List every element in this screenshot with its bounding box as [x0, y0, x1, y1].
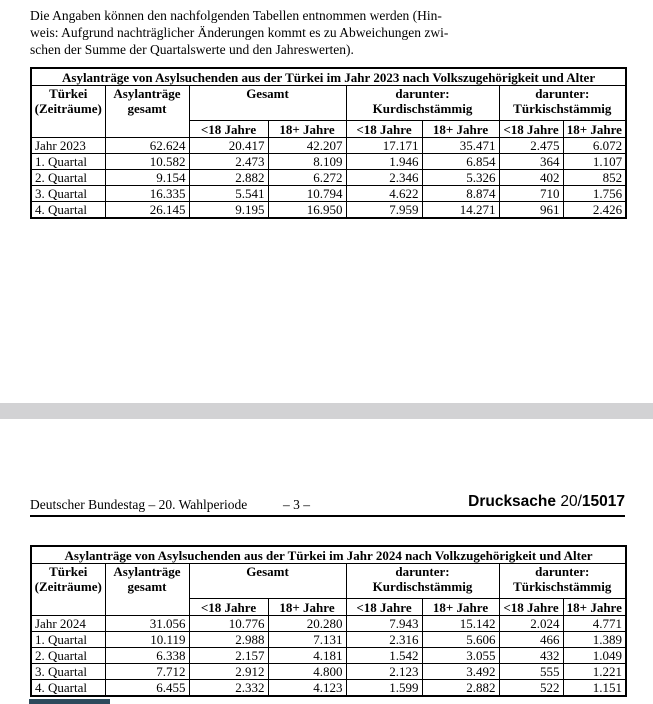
header-line: gesamt: [127, 101, 167, 116]
table-row: [31, 170, 626, 186]
data-cell: 2.912: [189, 664, 268, 680]
intro-line: weis: Aufgrund nachträglicher Änderungen kommt es zu Abweichungen zwi-: [30, 25, 449, 40]
data-cell: 2.123: [346, 664, 422, 680]
table-row: [31, 86, 626, 121]
data-cell: 6.072: [563, 138, 626, 154]
page-header-left: Deutscher Bundestag – 20. Wahlperiode: [30, 497, 248, 512]
header-line: darunter:: [535, 86, 590, 101]
data-cell: 6.455: [105, 680, 189, 697]
age-header-under18: <18 Jahre: [499, 599, 563, 616]
header-line: (Zeiträume): [34, 101, 102, 116]
data-cell: 9.195: [189, 202, 268, 219]
data-cell: 7.131: [268, 632, 346, 648]
table-title-2024: Asylanträge von Asylsuchenden aus der Türkei im Jahr 2024 nach Volkzugehörigkeit und Alter: [31, 546, 626, 564]
table-row: [31, 138, 626, 154]
header-line: darunter:: [395, 86, 450, 101]
data-cell: 1.756: [563, 186, 626, 202]
table-row: [31, 648, 626, 664]
data-cell: 2.426: [563, 202, 626, 219]
data-cell: 4.123: [268, 680, 346, 697]
data-cell: 4.771: [563, 616, 626, 632]
data-cell: 10.582: [105, 154, 189, 170]
intro-line: Die Angaben können den nachfolgenden Tabellen entnommen werden (Hin-: [30, 8, 442, 23]
age-header-over18: 18+ Jahre: [268, 121, 346, 138]
data-cell: 42.207: [268, 138, 346, 154]
drucksache-word: Drucksache: [468, 493, 561, 510]
data-cell: 6.854: [422, 154, 499, 170]
data-cell: 2.346: [346, 170, 422, 186]
data-cell: 5.326: [422, 170, 499, 186]
table-row: [31, 680, 626, 697]
bottom-edge-fragment: [29, 699, 110, 704]
asylum-table-2024: [30, 545, 627, 697]
data-cell: 6.272: [268, 170, 346, 186]
data-cell: 10.794: [268, 186, 346, 202]
data-cell: 62.624: [105, 138, 189, 154]
header-rule: [30, 515, 625, 517]
data-cell: 402: [499, 170, 563, 186]
row-label: 1. Quartal: [31, 632, 105, 648]
data-cell: 961: [499, 202, 563, 219]
table-row: [31, 564, 626, 599]
data-cell: 2.882: [189, 170, 268, 186]
data-cell: 10.776: [189, 616, 268, 632]
table-row: [31, 664, 626, 680]
header-line: Türkei: [49, 564, 88, 579]
page-number: – 3 –: [283, 497, 310, 512]
data-cell: 15.142: [422, 616, 499, 632]
data-cell: 1.221: [563, 664, 626, 680]
data-cell: 466: [499, 632, 563, 648]
asylum-table-2023: [30, 67, 627, 219]
group-header-kurdish: [346, 86, 499, 121]
data-cell: 16.950: [268, 202, 346, 219]
header-line: Asylanträge: [113, 86, 181, 101]
data-cell: 8.874: [422, 186, 499, 202]
row-label: 4. Quartal: [31, 202, 105, 219]
header-line: gesamt: [127, 579, 167, 594]
col-header-region: [31, 86, 105, 138]
data-cell: 1.946: [346, 154, 422, 170]
data-cell: 2.882: [422, 680, 499, 697]
row-label: 3. Quartal: [31, 664, 105, 680]
data-cell: 31.056: [105, 616, 189, 632]
row-label: 2. Quartal: [31, 648, 105, 664]
data-cell: 20.417: [189, 138, 268, 154]
group-header-gesamt: Gesamt: [189, 564, 346, 599]
table-row: [31, 632, 626, 648]
table-row: [31, 186, 626, 202]
data-cell: 5.606: [422, 632, 499, 648]
data-cell: 4.622: [346, 186, 422, 202]
data-cell: 1.151: [563, 680, 626, 697]
group-header-turkish: [499, 564, 626, 599]
table-row: [31, 154, 626, 170]
data-cell: 10.119: [105, 632, 189, 648]
data-cell: 3.055: [422, 648, 499, 664]
intro-line: schen der Summe der Quartalswerte und den Jahreswerten).: [30, 42, 354, 57]
drucksache-number: 15017: [581, 493, 625, 510]
drucksache-prefix: 20/: [560, 493, 582, 510]
age-header-over18: 18+ Jahre: [563, 599, 626, 616]
data-cell: 1.107: [563, 154, 626, 170]
data-cell: 2.332: [189, 680, 268, 697]
intro-paragraph: [30, 7, 449, 58]
header-line: darunter:: [395, 564, 450, 579]
age-header-under18: <18 Jahre: [189, 121, 268, 138]
row-label: 3. Quartal: [31, 186, 105, 202]
table-row: [31, 616, 626, 632]
row-label: Jahr 2023: [31, 138, 105, 154]
header-line: Kurdischstämmig: [372, 579, 473, 594]
data-cell: 6.338: [105, 648, 189, 664]
header-line: Türkischstämmig: [513, 579, 612, 594]
data-cell: 2.024: [499, 616, 563, 632]
age-header-under18: <18 Jahre: [346, 599, 422, 616]
data-cell: 555: [499, 664, 563, 680]
data-cell: 522: [499, 680, 563, 697]
col-header-region: [31, 564, 105, 616]
table-row: [31, 68, 626, 86]
row-label: 1. Quartal: [31, 154, 105, 170]
col-header-total-applications: [105, 564, 189, 616]
data-cell: 17.171: [346, 138, 422, 154]
data-cell: 1.389: [563, 632, 626, 648]
col-header-total-applications: [105, 86, 189, 138]
data-cell: 1.599: [346, 680, 422, 697]
age-header-over18: 18+ Jahre: [563, 121, 626, 138]
data-cell: 364: [499, 154, 563, 170]
data-cell: 26.145: [105, 202, 189, 219]
group-header-turkish: [499, 86, 626, 121]
data-cell: 3.492: [422, 664, 499, 680]
data-cell: 2.316: [346, 632, 422, 648]
data-cell: 710: [499, 186, 563, 202]
data-cell: 16.335: [105, 186, 189, 202]
data-cell: 35.471: [422, 138, 499, 154]
data-cell: 2.988: [189, 632, 268, 648]
header-line: (Zeiträume): [34, 579, 102, 594]
data-cell: 7.712: [105, 664, 189, 680]
data-cell: 9.154: [105, 170, 189, 186]
row-label: 2. Quartal: [31, 170, 105, 186]
age-header-over18: 18+ Jahre: [422, 121, 499, 138]
data-cell: 2.473: [189, 154, 268, 170]
group-header-gesamt: Gesamt: [189, 86, 346, 121]
data-cell: 432: [499, 648, 563, 664]
page-break-divider: [0, 403, 653, 419]
data-cell: 2.475: [499, 138, 563, 154]
data-cell: 14.271: [422, 202, 499, 219]
data-cell: 852: [563, 170, 626, 186]
header-line: darunter:: [535, 564, 590, 579]
data-cell: 8.109: [268, 154, 346, 170]
age-header-over18: 18+ Jahre: [268, 599, 346, 616]
data-cell: 5.541: [189, 186, 268, 202]
table-row: [31, 546, 626, 564]
table-title-2023: Asylanträge von Asylsuchenden aus der Türkei im Jahr 2023 nach Volkszugehörigkeit und Alter: [31, 68, 626, 86]
row-label: 4. Quartal: [31, 680, 105, 697]
data-cell: 2.157: [189, 648, 268, 664]
header-line: Kurdischstämmig: [372, 101, 473, 116]
data-cell: 7.959: [346, 202, 422, 219]
data-cell: 4.181: [268, 648, 346, 664]
data-cell: 1.542: [346, 648, 422, 664]
header-line: Türkei: [49, 86, 88, 101]
header-line: Türkischstämmig: [513, 101, 612, 116]
age-header-over18: 18+ Jahre: [422, 599, 499, 616]
age-header-under18: <18 Jahre: [499, 121, 563, 138]
data-cell: 4.800: [268, 664, 346, 680]
table-row: [31, 202, 626, 219]
age-header-under18: <18 Jahre: [346, 121, 422, 138]
row-label: Jahr 2024: [31, 616, 105, 632]
age-header-under18: <18 Jahre: [189, 599, 268, 616]
data-cell: 1.049: [563, 648, 626, 664]
header-line: Asylanträge: [113, 564, 181, 579]
drucksache-label: [468, 493, 625, 511]
group-header-kurdish: [346, 564, 499, 599]
data-cell: 7.943: [346, 616, 422, 632]
data-cell: 20.280: [268, 616, 346, 632]
